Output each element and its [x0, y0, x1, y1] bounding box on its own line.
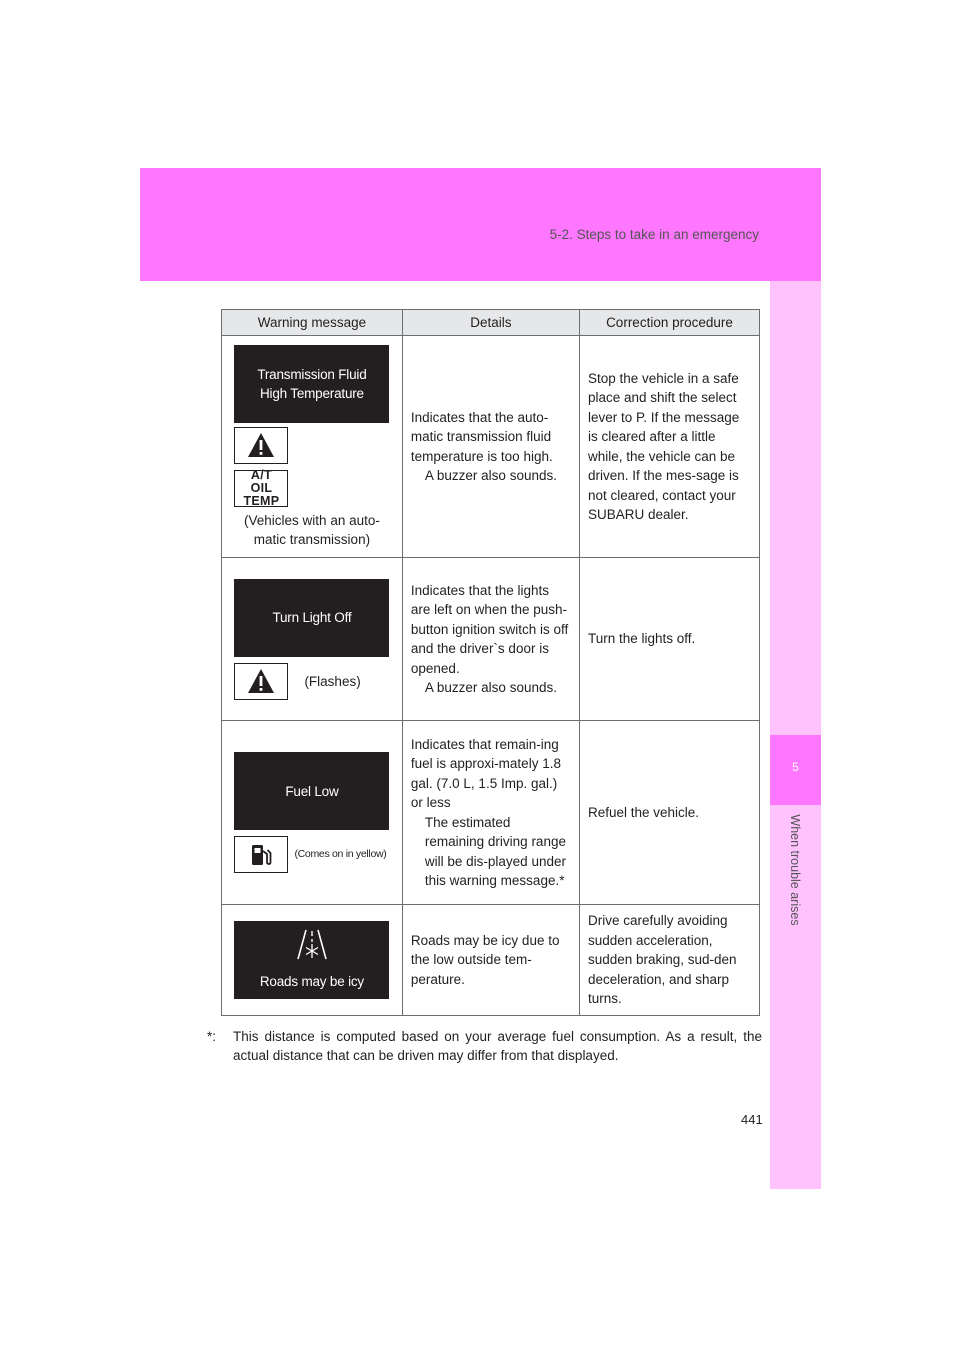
correction-cell: Stop the vehicle in a safe place and shift the select lever to P. If the message is cleared after a little while, the vehicle can be driven. If the mes-sage is not cleared, contact your SUBARU dealer. — [579, 336, 759, 558]
table-row — [222, 336, 760, 558]
warning-cell — [222, 905, 403, 1016]
details-cell: Roads may be icy due to the low outside tem-perature. — [402, 905, 579, 1016]
column-header-details: Details — [402, 310, 579, 336]
details-text: Indicates that the auto-matic transmission fluid temperature is too high. — [410, 409, 553, 464]
warning-caption: (Vehicles with an auto-matic transmission) — [244, 512, 380, 547]
display-message: Turn Light Off — [234, 579, 389, 657]
table-row — [222, 558, 760, 721]
table-row — [222, 905, 760, 1016]
details-cell — [402, 721, 579, 905]
warning-cell — [222, 558, 403, 721]
warning-cell — [222, 721, 403, 905]
details-cell — [402, 336, 579, 558]
details-note: The estimated remaining driving range will be dis-played under this warning message.* — [424, 814, 566, 888]
footnote-text: This distance is computed based on your average fuel consumption. As a result, the actual distance that can be driven may differ from that displayed. — [233, 1029, 762, 1063]
warning-cell — [222, 336, 403, 558]
footnote-marker: *: — [207, 1029, 217, 1044]
icy-road-icon — [292, 927, 332, 961]
warning-caption: (Comes on in yellow) — [294, 848, 387, 860]
page-number: 441 — [741, 1112, 763, 1127]
warning-message-table — [221, 309, 760, 1016]
display-message: Roads may be icy — [259, 973, 364, 989]
section-title: 5-2. Steps to take in an emergency — [549, 227, 759, 242]
warning-triangle-icon — [234, 427, 288, 464]
correction-cell: Refuel the vehicle. — [579, 721, 759, 905]
at-oil-temp-icon: A/T OIL TEMP — [234, 470, 288, 507]
fuel-pump-icon — [234, 836, 288, 873]
details-text: Indicates that remain-ing fuel is approxi-mately 1.8 gal. (7.0 L, 1.5 Imp. gal.) or less — [410, 736, 561, 810]
table-header-row — [222, 310, 760, 336]
correction-cell: Drive carefully avoiding sudden acceleration, sudden braking, sud-den deceleration, and sharp turns. — [579, 905, 759, 1016]
warning-triangle-icon — [234, 663, 288, 700]
display-message: Transmission Fluid High Temperature — [234, 345, 389, 423]
header-band — [140, 168, 821, 281]
details-cell — [402, 558, 579, 721]
table-row — [222, 721, 760, 905]
details-text: Indicates that the lights are left on when the push-button ignition switch is off and the driver`s door is opened. — [410, 582, 569, 676]
display-message: Fuel Low — [234, 752, 389, 830]
correction-cell: Turn the lights off. — [579, 558, 759, 721]
chapter-label: When trouble arises — [788, 814, 802, 926]
warning-caption: (Flashes) — [304, 673, 361, 689]
details-note: A buzzer also sounds. — [424, 680, 557, 695]
chapter-number: 5 — [792, 760, 799, 774]
display-message-icy — [234, 921, 389, 999]
footnote — [207, 1027, 762, 1065]
column-header-warning: Warning message — [222, 310, 403, 336]
details-note: A buzzer also sounds. — [424, 468, 557, 483]
column-header-correction: Correction procedure — [579, 310, 759, 336]
